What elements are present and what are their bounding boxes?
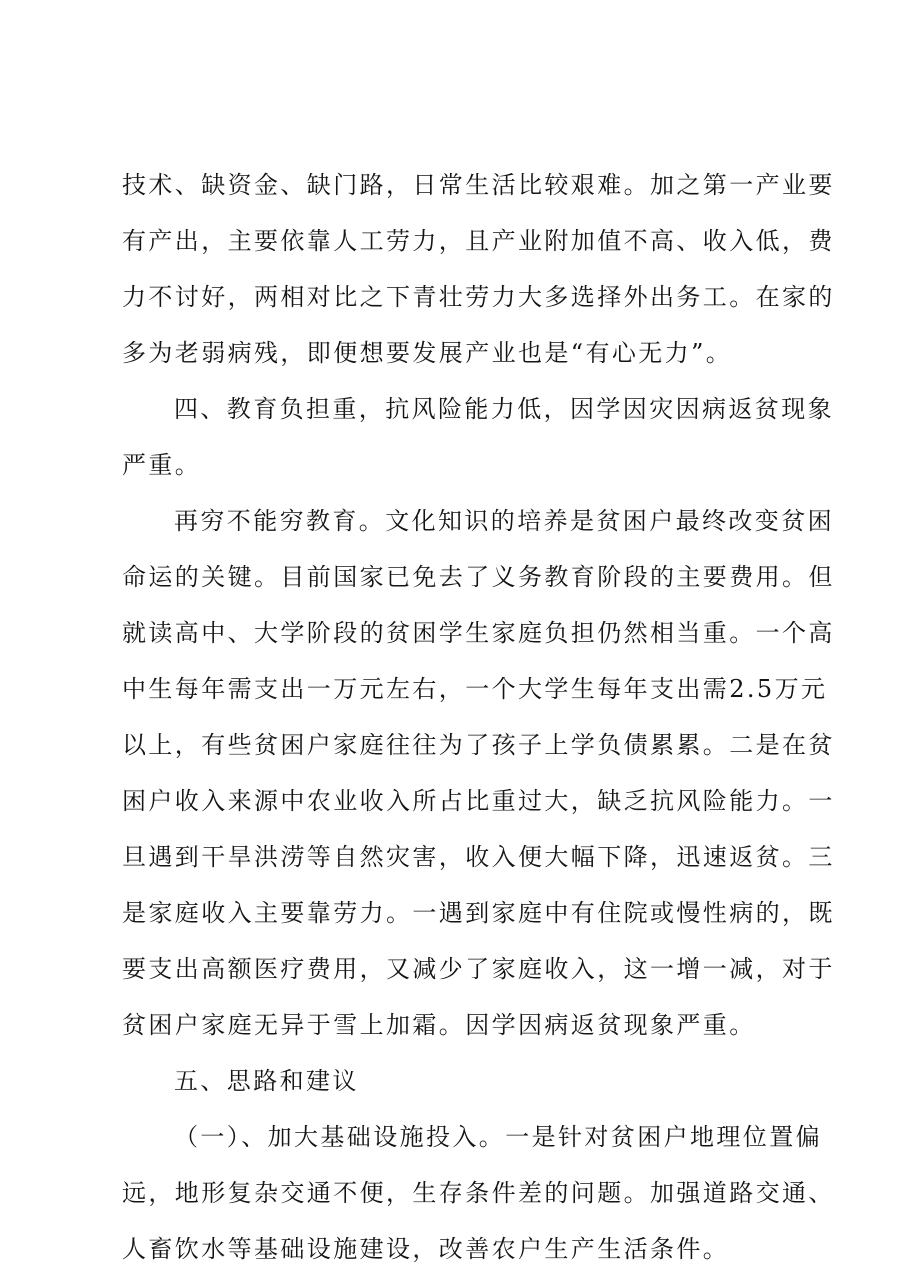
text-line: 严重。 <box>122 451 202 479</box>
text-line: 人畜饮水等基础设施建设，改善农户生产生活条件。 <box>122 1235 730 1263</box>
section-heading-five <box>122 1059 812 1104</box>
text-line: 再穷不能穷教育。文化知识的培养是贫困户最终改变贫困 <box>174 507 834 535</box>
section-heading-four <box>122 387 834 488</box>
text-line: 是家庭收入主要靠劳力。一遇到家庭中有住院或慢性病的，既 <box>122 899 835 927</box>
paragraph-education <box>122 499 835 1048</box>
text-line: 四、教育负担重，抗风险能力低，因学因灾因病返贫现象 <box>174 395 834 423</box>
text-line: 力不讨好，两相对比之下青壮劳力大多选择外出务工。在家的 <box>122 283 835 311</box>
text-line: 就读高中、大学阶段的贫困学生家庭负担仍然相当重。一个高 <box>122 619 835 647</box>
text-line: 中生每年需支出一万元左右，一个大学生每年支出需2.5万元 <box>122 675 828 703</box>
text-line: 以上，有些贫困户家庭往往为了孩子上学负债累累。二是在贫 <box>122 731 835 759</box>
text-line: 贫困户家庭无异于雪上加霜。因学因病返贫现象严重。 <box>122 1011 756 1039</box>
text-line: 困户收入来源中农业收入所占比重过大，缺乏抗风险能力。一 <box>122 787 835 815</box>
text-line: 有产出，主要依靠人工劳力，且产业附加值不高、收入低，费 <box>122 227 835 255</box>
text-line: 技术、缺资金、缺门路，日常生活比较艰难。加之第一产业要 <box>122 171 835 199</box>
paragraph-infrastructure <box>122 1115 835 1272</box>
text-line: （一）、加大基础设施投入。一是针对贫困户地理位置偏 <box>174 1123 822 1151</box>
text-line: 五、思路和建议 <box>174 1067 359 1095</box>
document-body <box>122 163 835 1272</box>
text-line: 旦遇到干旱洪涝等自然灾害，收入便大幅下降，迅速返贫。三 <box>122 843 835 871</box>
text-line: 远，地形复杂交通不便，生存条件差的问题。加强道路交通、 <box>122 1179 835 1207</box>
text-line: 多为老弱病残，即便想要发展产业也是“有心无力”。 <box>122 339 733 367</box>
text-line: 要支出高额医疗费用，又减少了家庭收入，这一增一减，对于 <box>122 955 835 983</box>
text-line: 命运的关键。目前国家已免去了义务教育阶段的主要费用。但 <box>122 563 835 591</box>
paragraph-continuation <box>122 163 835 376</box>
